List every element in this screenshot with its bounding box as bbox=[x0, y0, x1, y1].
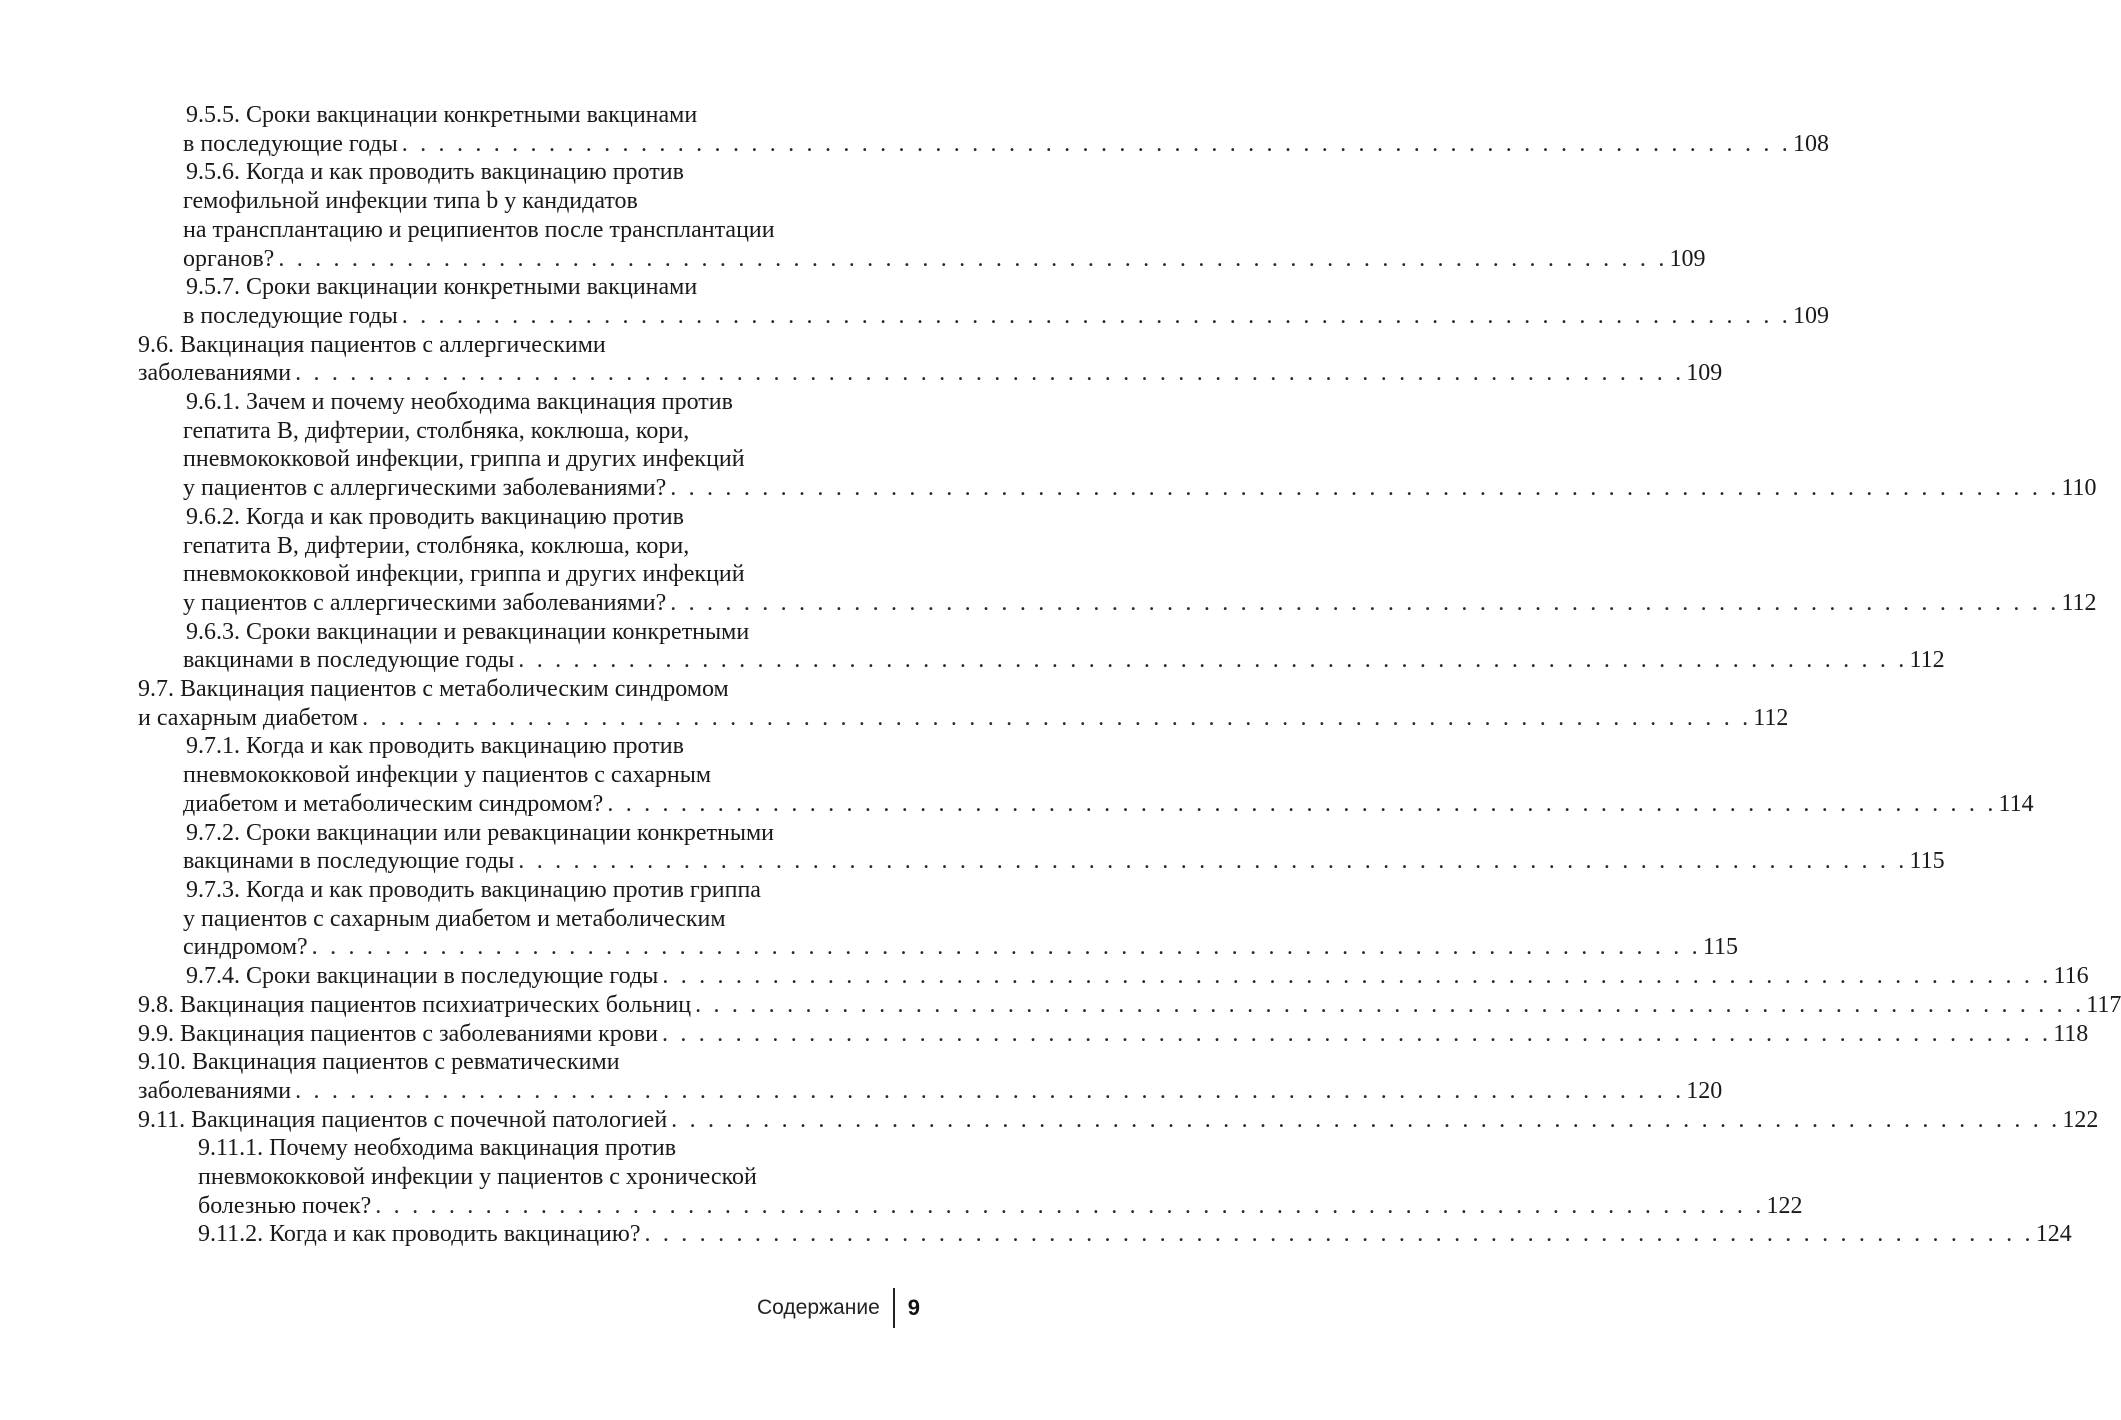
toc-entry[interactable] bbox=[138, 273, 1829, 330]
page-number: 9 bbox=[907, 1295, 920, 1320]
toc-entry-text-line: болезнью почек? bbox=[198, 1192, 372, 1219]
toc-entry-text-line: 9.7.1. Когда и как проводить вакцинацию против bbox=[186, 733, 684, 760]
toc-entry-text-line: 9.7.3. Когда и как проводить вакцинацию против гриппа bbox=[186, 876, 761, 903]
toc-page-number: 112 bbox=[1753, 704, 1789, 731]
toc-entry-text-line: пневмококковой инфекции у пациентов с сахарным bbox=[183, 762, 712, 789]
dot-leader: . . . . . . . . . . . . . . . . . . . . . . . . . . . . . . . . . . . . . . . . . . . . . . . . . . . . . . . . . . . . . . . . . . . . . . . . . . . . bbox=[401, 302, 1791, 329]
toc-entry-text-line: 9.7. Вакцинация пациентов с метаболическим синдромом bbox=[138, 676, 729, 703]
toc-entry-text-line: 9.8. Вакцинация пациентов психиатрических больниц bbox=[138, 991, 692, 1018]
toc-entry-text-line: у пациентов с аллергическими заболеваниями? bbox=[183, 475, 667, 502]
toc-entry[interactable] bbox=[138, 331, 1723, 388]
dot-leader: . . . . . . . . . . . . . . . . . . . . . . . . . . . . . . . . . . . . . . . . . . . . . . . . . . . . . . . . . . . . . . . . . . . . . . . . . . . . bbox=[401, 130, 1791, 157]
toc-entry-text-line: вакцинами в последующие годы bbox=[183, 647, 515, 674]
toc-entry[interactable] bbox=[138, 1134, 1803, 1220]
toc-page-number: 109 bbox=[1686, 360, 1723, 387]
toc-entry-text-line: 9.6. Вакцинация пациентов с аллергическими bbox=[138, 331, 606, 358]
dot-leader: . . . . . . . . . . . . . . . . . . . . . . . . . . . . . . . . . . . . . . . . . . . . . . . . . . . . . . . . . . . . . . . . . . . . . . . . . . . . bbox=[311, 934, 1701, 961]
toc-page-number: 118 bbox=[2053, 1020, 2089, 1047]
toc-entry[interactable] bbox=[138, 732, 2034, 818]
dot-leader: . . . . . . . . . . . . . . . . . . . . . . . . . . . . . . . . . . . . . . . . . . . . . . . . . . . . . . . . . . . . . . . . . . . . . . . . . . . . bbox=[644, 1221, 2034, 1248]
toc-page-number: 110 bbox=[2061, 475, 2097, 502]
toc-page-number: 109 bbox=[1669, 245, 1706, 272]
toc-entry[interactable] bbox=[138, 158, 1706, 273]
toc-entry-text-line: пневмококковой инфекции у пациентов с хронической bbox=[198, 1164, 757, 1191]
toc-entry[interactable] bbox=[138, 819, 1945, 876]
dot-leader: . . . . . . . . . . . . . . . . . . . . . . . . . . . . . . . . . . . . . . . . . . . . . . . . . . . . . . . . . . . . . . . . . . . . . . . . . . . . bbox=[518, 647, 1908, 674]
toc-page-number: 112 bbox=[1909, 647, 1945, 674]
toc-entry[interactable] bbox=[138, 962, 2089, 991]
toc-page-number: 112 bbox=[2061, 589, 2097, 616]
toc-entry-text-line: гепатита В, дифтерии, столбняка, коклюша, кори, bbox=[183, 532, 690, 559]
dot-leader: . . . . . . . . . . . . . . . . . . . . . . . . . . . . . . . . . . . . . . . . . . . . . . . . . . . . . . . . . . . . . . . . . . . . . . . . . . . . bbox=[695, 991, 2085, 1018]
toc-page-number: 115 bbox=[1909, 848, 1945, 875]
toc-entry[interactable] bbox=[138, 876, 1738, 962]
toc-entry-text-line: диабетом и метаболическим синдромом? bbox=[183, 790, 604, 817]
toc-entry-text-line: пневмококковой инфекции, гриппа и других инфекций bbox=[183, 561, 745, 588]
toc-entry[interactable] bbox=[138, 1048, 1723, 1105]
toc-entry-text-line: 9.7.4. Сроки вакцинации в последующие годы bbox=[186, 963, 659, 990]
footer-divider bbox=[893, 1288, 895, 1328]
toc-page-number: 108 bbox=[1792, 130, 1829, 157]
dot-leader: . . . . . . . . . . . . . . . . . . . . . . . . . . . . . . . . . . . . . . . . . . . . . . . . . . . . . . . . . . . . . . . . . . . . . . . . . . . . bbox=[661, 1020, 2052, 1047]
toc-page-number: 122 bbox=[2062, 1106, 2099, 1133]
toc-entry-text-line: 9.11.2. Когда и как проводить вакцинацию? bbox=[198, 1221, 641, 1248]
dot-leader: . . . . . . . . . . . . . . . . . . . . . . . . . . . . . . . . . . . . . . . . . . . . . . . . . . . . . . . . . . . . . . . . . . . . . . . . . . . . bbox=[671, 1106, 2061, 1133]
toc-entry-text-line: 9.5.6. Когда и как проводить вакцинацию против bbox=[186, 159, 684, 186]
toc-entry[interactable] bbox=[138, 618, 1945, 675]
toc-entry-text-line: у пациентов с аллергическими заболеваниями? bbox=[183, 589, 667, 616]
toc-entry[interactable] bbox=[138, 1106, 2099, 1135]
toc-entry-text-line: пневмококковой инфекции, гриппа и других инфекций bbox=[183, 446, 745, 473]
toc-entry-text-line: вакцинами в последующие годы bbox=[183, 848, 515, 875]
page-footer bbox=[757, 1288, 920, 1328]
toc-entry-text-line: гепатита В, дифтерии, столбняка, коклюша, кори, bbox=[183, 417, 690, 444]
dot-leader: . . . . . . . . . . . . . . . . . . . . . . . . . . . . . . . . . . . . . . . . . . . . . . . . . . . . . . . . . . . . . . . . . . . . . . . . . . . . bbox=[362, 704, 1752, 731]
toc-page-number: 122 bbox=[1766, 1192, 1803, 1219]
toc-entry-text-line: 9.9. Вакцинация пациентов с заболеваниями крови bbox=[138, 1020, 658, 1047]
dot-leader: . . . . . . . . . . . . . . . . . . . . . . . . . . . . . . . . . . . . . . . . . . . . . . . . . . . . . . . . . . . . . . . . . . . . . . . . . . . . bbox=[607, 790, 1997, 817]
toc-entry-text-line: 9.6.1. Зачем и почему необходима вакцинация против bbox=[186, 389, 733, 416]
toc-page-number: 124 bbox=[2035, 1221, 2072, 1248]
toc-entry-text-line: 9.5.5. Сроки вакцинации конкретными вакцинами bbox=[186, 102, 698, 128]
dot-leader: . . . . . . . . . . . . . . . . . . . . . . . . . . . . . . . . . . . . . . . . . . . . . . . . . . . . . . . . . . . . . . . . . . . . . . . . . . . . bbox=[518, 848, 1908, 875]
toc-entry-text-line: 9.6.2. Когда и как проводить вакцинацию против bbox=[186, 503, 684, 530]
toc-entry-text-line: синдромом? bbox=[183, 934, 308, 961]
toc-page-number: 114 bbox=[1998, 790, 2034, 817]
toc-page-number: 109 bbox=[1792, 302, 1829, 329]
table-of-contents bbox=[138, 101, 2121, 1249]
toc-entry-text-line: и сахарным диабетом bbox=[138, 704, 359, 731]
dot-leader: . . . . . . . . . . . . . . . . . . . . . . . . . . . . . . . . . . . . . . . . . . . . . . . . . . . . . . . . . . . . . . . . . . . . . . . . . . . . bbox=[295, 360, 1685, 387]
toc-entry-text-line: 9.5.7. Сроки вакцинации конкретными вакцинами bbox=[186, 274, 698, 301]
dot-leader: . . . . . . . . . . . . . . . . . . . . . . . . . . . . . . . . . . . . . . . . . . . . . . . . . . . . . . . . . . . . . . . . . . . . . . . . . . . . bbox=[278, 245, 1668, 272]
toc-entry-text-line: 9.7.2. Сроки вакцинации или ревакцинации конкретными bbox=[186, 819, 774, 846]
toc-entry-text-line: заболеваниями bbox=[138, 360, 292, 387]
toc-page-number: 117 bbox=[2086, 991, 2121, 1018]
dot-leader: . . . . . . . . . . . . . . . . . . . . . . . . . . . . . . . . . . . . . . . . . . . . . . . . . . . . . . . . . . . . . . . . . . . . . . . . . . . . bbox=[670, 589, 2060, 616]
toc-entry-text-line: в последующие годы bbox=[183, 130, 398, 157]
toc-entry-text-line: на трансплантацию и реципиентов после трансплантации bbox=[183, 216, 775, 243]
toc-entry-text-line: 9.11. Вакцинация пациентов с почечной патологией bbox=[138, 1106, 668, 1133]
toc-entry[interactable] bbox=[138, 675, 1789, 732]
toc-entry-text-line: 9.11.1. Почему необходима вакцинация против bbox=[198, 1135, 677, 1162]
toc-entry[interactable] bbox=[138, 1220, 2072, 1249]
toc-entry-text-line: у пациентов с сахарным диабетом и метаболическим bbox=[183, 905, 726, 932]
toc-entry[interactable] bbox=[138, 388, 2097, 503]
toc-entry-text-line: гемофильной инфекции типа b у кандидатов bbox=[183, 188, 638, 215]
toc-entry[interactable] bbox=[138, 101, 1829, 158]
toc-page-number: 116 bbox=[2053, 963, 2089, 990]
toc-page-number: 115 bbox=[1702, 934, 1738, 961]
toc-page-number: 120 bbox=[1686, 1077, 1723, 1104]
toc-entry-text-line: заболеваниями bbox=[138, 1077, 292, 1104]
dot-leader: . . . . . . . . . . . . . . . . . . . . . . . . . . . . . . . . . . . . . . . . . . . . . . . . . . . . . . . . . . . . . . . . . . . . . . . . . . . . bbox=[662, 963, 2052, 990]
dot-leader: . . . . . . . . . . . . . . . . . . . . . . . . . . . . . . . . . . . . . . . . . . . . . . . . . . . . . . . . . . . . . . . . . . . . . . . . . . . . bbox=[295, 1077, 1685, 1104]
toc-entry-text-line: 9.10. Вакцинация пациентов с ревматическими bbox=[138, 1049, 620, 1076]
toc-entry-text-line: в последующие годы bbox=[183, 302, 398, 329]
toc-entry[interactable] bbox=[138, 1020, 2089, 1049]
toc-entry-text-line: органов? bbox=[183, 245, 275, 272]
toc-entry[interactable] bbox=[138, 991, 2121, 1020]
toc-entry[interactable] bbox=[138, 503, 2097, 618]
toc-entry-text-line: 9.6.3. Сроки вакцинации и ревакцинации конкретными bbox=[186, 618, 750, 645]
dot-leader: . . . . . . . . . . . . . . . . . . . . . . . . . . . . . . . . . . . . . . . . . . . . . . . . . . . . . . . . . . . . . . . . . . . . . . . . . . . . bbox=[670, 475, 2060, 502]
dot-leader: . . . . . . . . . . . . . . . . . . . . . . . . . . . . . . . . . . . . . . . . . . . . . . . . . . . . . . . . . . . . . . . . . . . . . . . . . . . . bbox=[375, 1192, 1765, 1219]
running-section-title: Содержание bbox=[757, 1296, 880, 1319]
